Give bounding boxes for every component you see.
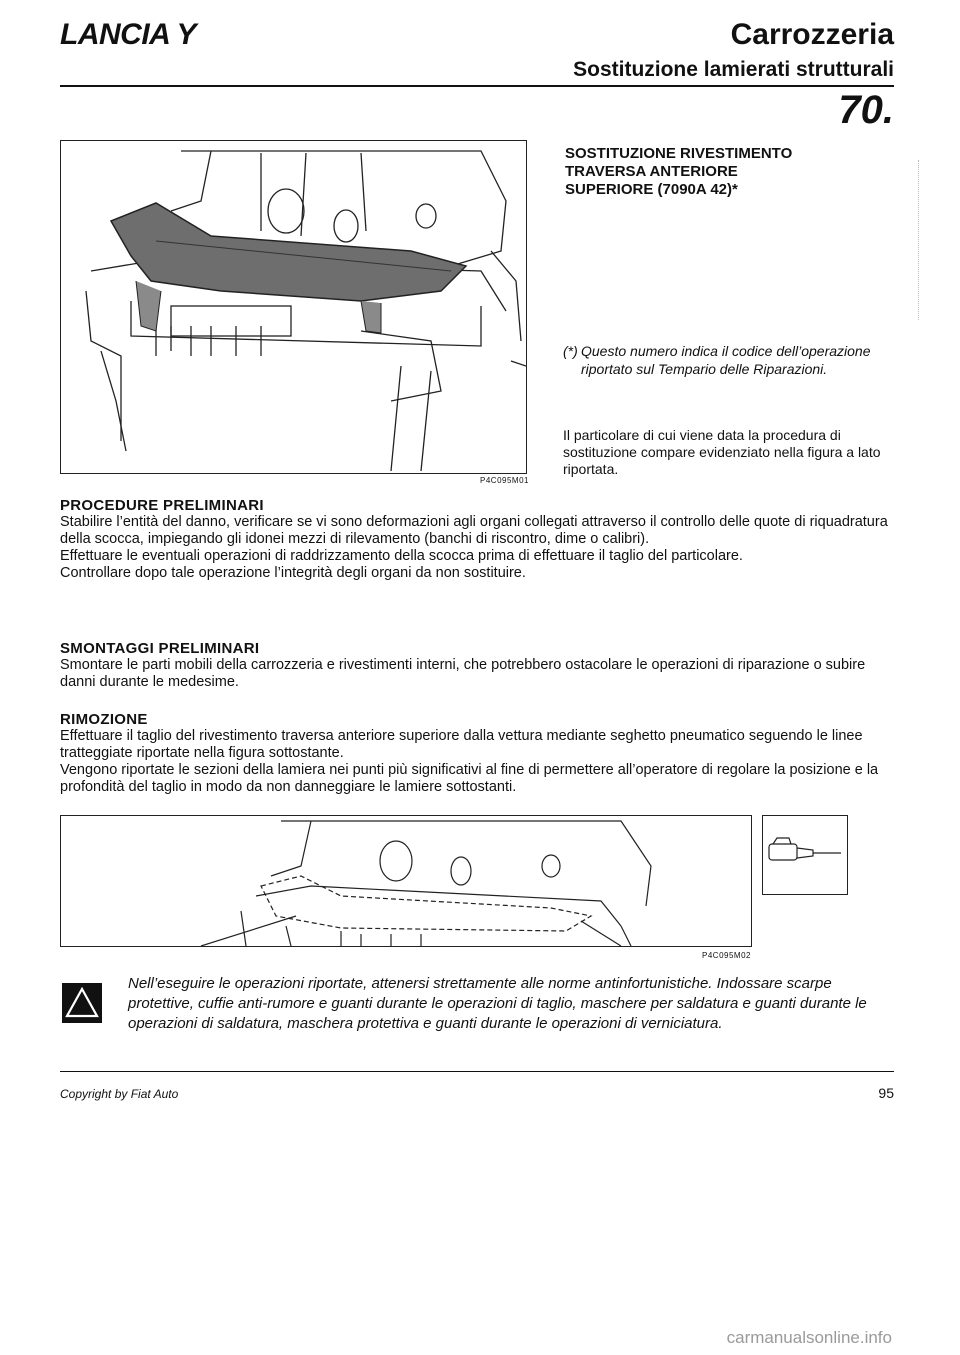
intro-text: Il particolare di cui viene data la procedura di sostituzione compare evidenziato nella figura a lato riportata. <box>563 427 881 477</box>
pneumatic-saw-icon <box>763 816 847 894</box>
footnote-mark: (*) <box>563 343 578 359</box>
warning-icon <box>62 983 102 1023</box>
watermark: carmanualsonline.info <box>726 1328 892 1347</box>
margin-dots <box>918 160 925 320</box>
figure-2-code: P4C095M02 <box>702 951 751 960</box>
disassembly-section <box>60 640 898 691</box>
disassembly-paragraph: Smontare le parti mobili della carrozzeria e rivestimenti interni, che potrebbero ostacolare le operazioni di riparazione o subire danni durante le medesime. <box>60 657 866 690</box>
section-title: Carrozzeria <box>730 18 894 51</box>
page-label: 70. <box>838 88 894 132</box>
removal-section <box>60 711 898 796</box>
highlighted-crossmember <box>111 203 466 301</box>
figure-1-code: P4C095M01 <box>480 476 529 485</box>
removal-heading: RIMOZIONE <box>60 711 148 728</box>
brand-title: LANCIA Y <box>60 18 197 51</box>
preliminary-paragraph-2: Effettuare le eventuali operazioni di raddrizzamento della scocca prima di effettuare il taglio del particolare. <box>60 548 743 564</box>
removal-paragraph-1: Effettuare il taglio del rivestimento traversa anteriore superiore dalla vettura mediante seghetto pneumatico seguendo le linee tratteggiate riportate nella figura sottostante. <box>60 728 863 761</box>
operation-title-line3: SUPERIORE (7090A 42)* <box>565 181 738 198</box>
operation-title-line2: TRAVERSA ANTERIORE <box>565 163 738 180</box>
footnote-text: Questo numero indica il codice dell’operazione riportato sul Tempario delle Riparazioni. <box>581 343 871 377</box>
preliminary-section <box>60 497 898 582</box>
preliminary-paragraph-1: Stabilire l’entità del danno, verificare se vi sono deformazioni agli organi collegati attraverso il controllo delle quote di riquadratura della scocca, impiegando gli idonei mezzi di rilevamento (banchi di riscontro, dime o calibri). <box>60 514 888 547</box>
operation-title <box>565 145 895 199</box>
footnote <box>563 342 895 378</box>
page-number: 95 <box>878 1085 894 1101</box>
safety-warning: Nell’eseguire le operazioni riportate, attenersi strettamente alle norme antinfortunistiche. Indossare scarpe protettive, cuffie anti-rumore e guanti durante le operazioni di taglio, maschere per saldatura e guanti durante le operazioni di saldatura, maschera protettiva e guanti durante le operazioni di verniciatura. <box>128 975 867 1032</box>
disassembly-heading: SMONTAGGI PRELIMINARI <box>60 640 260 657</box>
tool-pneumatic-saw-box <box>762 815 848 895</box>
operation-title-line1: SOSTITUZIONE RIVESTIMENTO <box>565 145 793 162</box>
figure-1 <box>60 140 527 474</box>
car-front-structure-drawing <box>61 141 526 473</box>
preliminary-heading: PROCEDURE PRELIMINARI <box>60 497 264 514</box>
figure-2 <box>60 815 752 947</box>
car-front-cut-lines-drawing <box>61 816 751 946</box>
footer-rule <box>60 1071 894 1072</box>
preliminary-paragraph-3: Controllare dopo tale operazione l’integrità degli organi da non sostituire. <box>60 565 526 581</box>
subsection-title: Sostituzione lamierati strutturali <box>573 58 894 81</box>
header-rule <box>60 85 894 87</box>
copyright-text: Copyright by Fiat Auto <box>60 1087 179 1101</box>
removal-paragraph-2: Vengono riportate le sezioni della lamiera nei punti più significativi al fine di permettere all’operatore di regolare la posizione e la profondità del taglio in modo da non danneggiare le lamiere sottostanti. <box>60 762 879 795</box>
